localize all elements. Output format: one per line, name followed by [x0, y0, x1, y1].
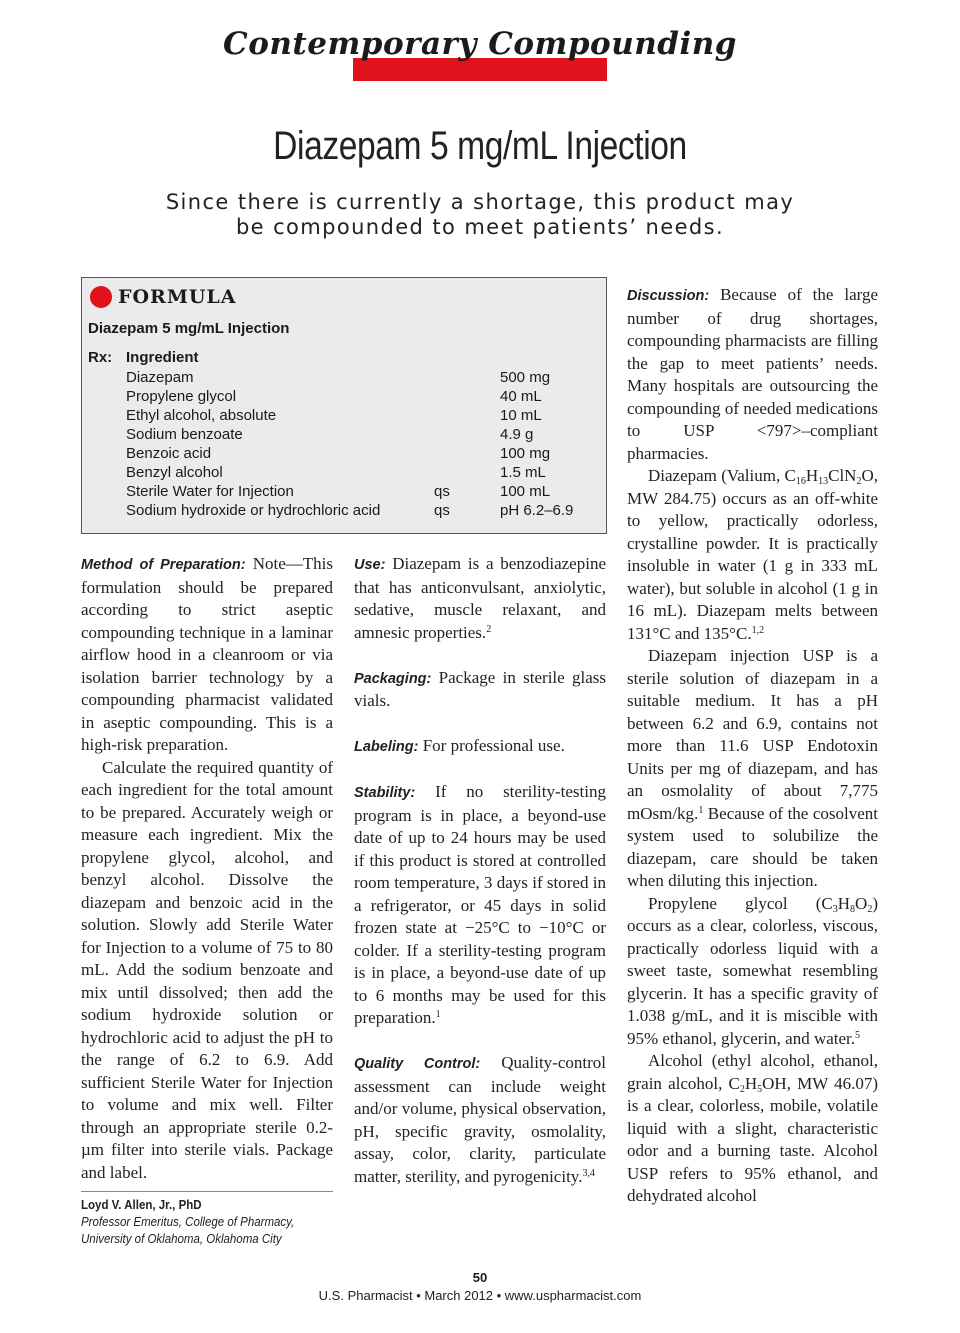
author-block [81, 1197, 320, 1248]
ingredient-qs: qs [434, 502, 450, 519]
text-run: ) occurs as a clear, colorless, viscous, practically odorless liquid with a sweet taste, somewhat resembling glycerin. It has a specific gravity of 1.038 g/mL, and it is miscible with 95% ethanol, glycerin, and water. [627, 893, 878, 1048]
method-paragraph [81, 553, 333, 757]
method-paragraph-2: Calculate the required quantity of each ingredient for the total amount to be prepared. Accurately weigh or measure each ingredient. Mix the propylene glycol, alcohol, and benzyl alcohol. Dissolve the diazepam and benzoic acid in the solution. Slowly add Sterile Water for Injection to a volume of 75 to 80 mL. Add the sodium benzoate and mix until dissolved; then add the sodium hydroxide solution or hydrochloric acid to adjust the pH to the range of 6.2 to 6.9. Add sufficient Sterile Water for Injection to volume and mix well. Filter through an appropriate sterile 0.2-µm filter into sterile vials. Package and label. [81, 757, 333, 1182]
text-run: Diazepam (Valium, C [648, 466, 796, 485]
reference: 5 [855, 1029, 861, 1041]
quality-control-text: Quality-control assessment can include weight and/or volume, physical observation, pH, specific gravity, osmolality, assay, color, clarity, particulate matter, sterility, and pyrogenicity. [354, 1053, 606, 1186]
ingredient-row [126, 502, 586, 521]
text-run: Because of the cosolvent system used to solubilize the diazepam, care should be taken when diluting this injection. [627, 803, 878, 890]
formula-heading-text: FORMULA [118, 286, 237, 308]
ingredient-row [126, 388, 586, 407]
text-run: H [744, 1073, 758, 1093]
ingredient-row [126, 483, 586, 502]
use-label: Use: [354, 557, 386, 573]
text-run: O [855, 893, 868, 913]
article-subtitle: Since there is currently a shortage, this product may be compounded to meet patients’ needs. [165, 190, 795, 239]
discussion-paragraph [627, 284, 878, 465]
text-run: OH, MW 46.07) is a clear, colorless, mobile, volatile liquid with a slight, characteristic odor and a burning taste. Alcohol USP refers to 95% ethanol, and dehydrated alcohol [627, 1073, 878, 1205]
labeling-label: Labeling: [354, 739, 419, 755]
ingredient-row [126, 445, 586, 464]
text-run: Diazepam injection USP is a sterile solution of diazepam in a suitable medium. It has a pH between 6.2 and 6.9, contains not more than 11.6 USP Endotoxin Units per mg of diazepam, and has an osmolality of about 7,775 mOsm/kg. [627, 646, 878, 823]
subscript: 16 [795, 476, 806, 487]
ingredient-amount: 100 mg [500, 445, 551, 462]
author-divider [81, 1191, 333, 1192]
ingredient-amount: pH 6.2–6.9 [500, 502, 574, 519]
ingredient-row [126, 426, 586, 445]
quality-control-reference: 3,4 [582, 1167, 595, 1179]
injection-paragraph [627, 645, 878, 893]
ingredient-name: Ethyl alcohol, absolute [126, 407, 277, 424]
ingredient-name: Diazepam [126, 369, 194, 386]
stability-reference: 1 [435, 1009, 441, 1020]
text-run: H [805, 466, 819, 485]
ingredient-row [126, 407, 586, 426]
text-run: ClN [828, 466, 857, 485]
page-number: 50 [472, 1270, 488, 1285]
alcohol-paragraph [627, 1050, 878, 1208]
column-right [627, 284, 878, 1208]
ingredient-row [126, 464, 586, 483]
ingredient-header: Ingredient [126, 349, 199, 366]
subscript: 2 [867, 903, 873, 915]
ingredient-name: Sodium hydroxide or hydrochloric acid [126, 502, 381, 519]
subscript: 2 [856, 476, 862, 487]
labeling-text: For professional use. [422, 736, 565, 755]
stability-text: If no sterility-testing program is in place, a beyond-use date of up to 24 hours may be used if this product is stored at controlled room temperature, 3 days if stored in a refrigerator, or 45 days in solid frozen state at −25°C to −10°C or colder. If a sterility-testing program is in place, a beyond-use date of up to 6 months may be used for this preparation. [354, 782, 606, 1027]
section-banner [0, 0, 960, 90]
subscript: 5 [757, 1083, 763, 1095]
use-text: Diazepam is a benzodiazepine that has anticonvulsant, anxiolytic, sedative, muscle relaxant, and amnesic properties. [354, 554, 606, 642]
stability-label: Stability: [354, 785, 416, 801]
rx-label: Rx: [88, 349, 113, 366]
formula-box [81, 277, 607, 534]
ingredient-row [126, 369, 586, 388]
subscript: 13 [818, 476, 829, 487]
ingredient-name: Sterile Water for Injection [126, 483, 294, 500]
quality-control-paragraph [354, 1052, 606, 1188]
column-left [81, 553, 333, 1184]
reference: 1,2 [751, 624, 765, 636]
ingredient-amount: 10 mL [500, 407, 542, 424]
method-text: Note—This formulation should be prepared according to strict aseptic compounding technique in a laminar airflow hood in a cleanroom or via isolation barrier technology by a compounding pharmacist validated in aseptic compounding. This is a high-risk preparation. [81, 554, 333, 754]
article-title: Diazepam 5 mg/mL Injection [273, 124, 687, 168]
discussion-text: Because of the large number of drug shortages, compounding pharmacists are filling the gap to meet patients’ needs. Many hospitals are outsourcing the compounding of needed medications to USP <797>–compliant pharmacies. [627, 285, 879, 463]
labeling-paragraph [354, 735, 606, 759]
ingredient-qs: qs [434, 483, 450, 500]
reference: 1 [698, 804, 704, 816]
ingredient-amount: 500 mg [500, 369, 551, 386]
discussion-label: Discussion: [627, 288, 710, 304]
stability-paragraph [354, 781, 606, 1030]
ingredient-amount: 1.5 mL [500, 464, 546, 481]
use-paragraph [354, 553, 606, 644]
text-run: Alcohol (ethyl alcohol, ethanol, grain alcohol, C [627, 1051, 878, 1093]
page-footer: U.S. Pharmacist • March 2012 • www.uspharmacist.com [318, 1288, 642, 1303]
subscript: 3 [832, 903, 838, 915]
quality-control-label: Quality Control: [354, 1056, 481, 1072]
ingredient-name: Sodium benzoate [126, 426, 243, 443]
author-name: Loyd V. Allen, Jr., PhD [81, 1198, 202, 1212]
diazepam-paragraph [627, 465, 878, 645]
ingredient-amount: 4.9 g [500, 426, 534, 443]
use-reference: 2 [486, 623, 492, 635]
ingredient-amount: 40 mL [500, 388, 542, 405]
text-run: H [837, 893, 851, 913]
formula-heading [90, 284, 237, 310]
ingredient-name: Benzoic acid [126, 445, 212, 462]
packaging-paragraph [354, 667, 606, 713]
propylene-glycol-paragraph [627, 893, 878, 1051]
author-title: Professor Emeritus, College of Pharmacy, [81, 1215, 295, 1229]
author-affiliation: University of Oklahoma, Oklahoma City [81, 1232, 282, 1246]
red-dot-icon [90, 286, 112, 308]
subscript: 8 [850, 903, 856, 915]
ingredient-name: Propylene glycol [126, 388, 237, 405]
method-label: Method of Preparation: [81, 557, 246, 573]
subscript: 2 [739, 1083, 745, 1095]
ingredient-amount: 100 mL [500, 483, 551, 500]
text-run: Propylene glycol (C [648, 893, 833, 913]
formula-name: Diazepam 5 mg/mL Injection [88, 320, 290, 337]
ingredient-name: Benzyl alcohol [126, 464, 223, 481]
column-middle [354, 553, 606, 1188]
packaging-label: Packaging: [354, 670, 432, 687]
section-banner-title: Contemporary Compounding [223, 26, 737, 62]
text-run: O, MW 284.75) occurs as an off-white to yellow, practically odorless, crystalline powder. It is practically insoluble in water (1 g in 333 mL water), but soluble in alcohol (1 g in 16 mL). Diazepam melts between 131°C and 135°C. [627, 466, 878, 643]
packaging-text: Package in sterile glass vials. [354, 667, 606, 710]
